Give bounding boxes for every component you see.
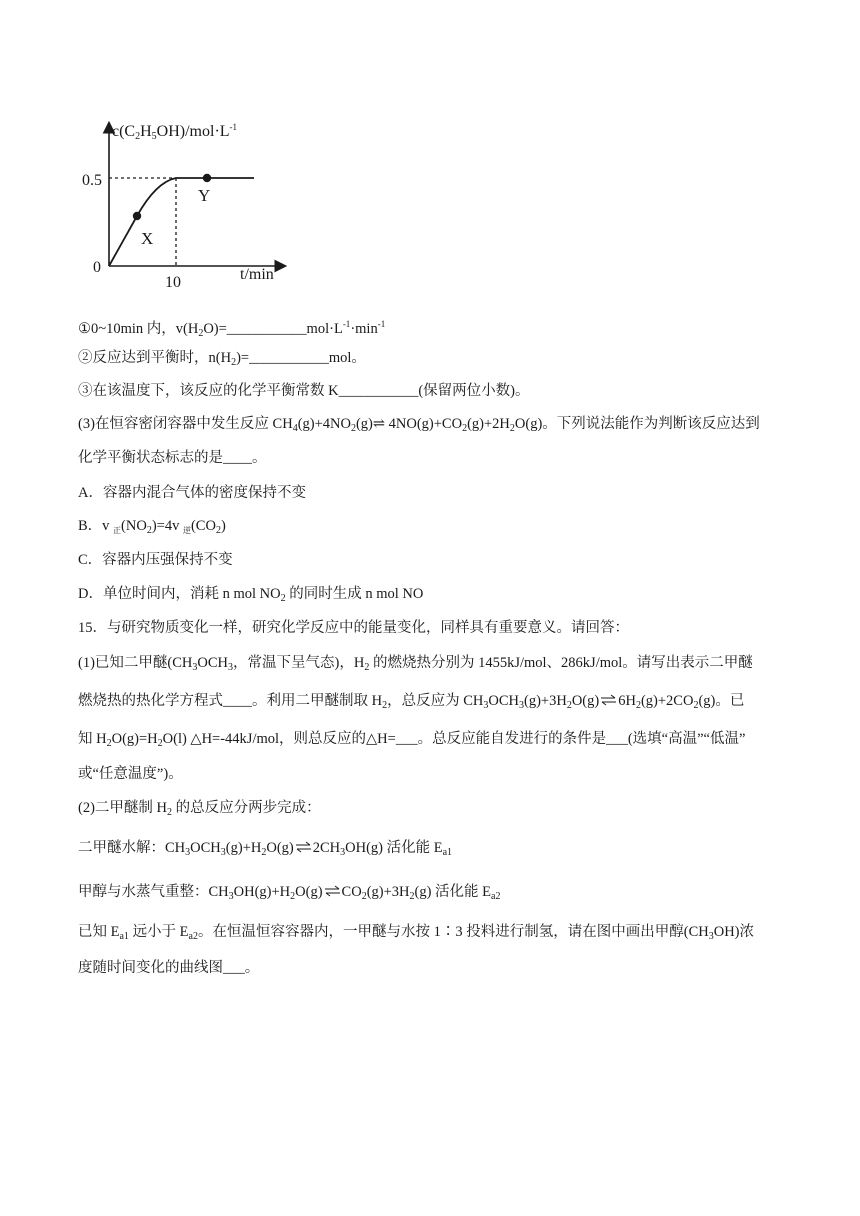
option-c: C．容器内压强保持不变 xyxy=(78,552,233,568)
point-y-label: Y xyxy=(198,186,211,205)
q3-equilibrium-constant-line: ③在该温度下，该反应的化学平衡常数 K___________(保留两位小数)。 xyxy=(78,383,530,399)
y-tick-05: 0.5 xyxy=(82,172,102,189)
data-curve xyxy=(109,178,254,266)
part3-reaction-line: (3)在恒容密闭容器中发生反应 $CH_4(g)+4NO_2(g)\rightleftharpoons$ $4NO(g)+CO_2(g)+2H_2O(g)$。下列说法能作为判断该反应达到 xyxy=(78,416,760,434)
x-axis-label: t/min xyxy=(240,266,274,283)
q15-part1-line3: 知 $H_2O(g)=H_2O(l)$ △H=-44kJ/mol，则总反应的△H=___。总反应能自发进行的条件是___(选填“高温”“低温” xyxy=(78,731,746,749)
concentration-time-graph xyxy=(78,112,308,302)
q15-part1-line2: 燃烧热的热化学方程式____。利用二甲醚制取 $H_2$，总反应为 $CH_3OCH_3(g)+3H_2O(g)$ $6H_2(g)+2CO_2(g)$。已 xyxy=(78,693,745,711)
q2-moles-line: ②反应达到平衡时，$n(H_2)=\_\_\_\_\_\_\_\_\_\_\_mol$。 xyxy=(78,350,366,368)
equilibrium-arrow-icon xyxy=(295,841,312,853)
option-b: B．v $_正(NO_2)=4v$ $_逆(CO_2)$ xyxy=(78,518,226,536)
point-y-dot xyxy=(203,174,211,182)
q15-part1-line1: (1)已知二甲醚($CH_3OCH_3$，常温下呈气态)，$H_2$ 的燃烧热分别为 1455kJ/mol、286kJ/mol。请写出表示二甲醚 xyxy=(78,655,753,673)
x-tick-10: 10 xyxy=(165,274,181,291)
q15-part2-question-line1: 已知 $E_{a1}$ 远小于 $E_{a2}$。在恒温恒容容器内，一甲醚与水按 1∶3 投料进行制氢，请在图中画出甲醇$(CH_3OH)$浓 xyxy=(78,924,754,942)
equilibrium-arrow-icon xyxy=(600,694,617,706)
q15-intro: 15．与研究物质变化一样，研究化学反应中的能量变化，同样具有重要意义。请回答： xyxy=(78,620,629,636)
step2-reforming: 甲醇与水蒸气重整：$CH_3OH(g)+H_2O(g)$ $CO_2(g)+3H_2(g)$ 活化能 $E_{a2}$ xyxy=(78,884,501,902)
equilibrium-arrow-icon xyxy=(324,885,341,897)
point-x-dot xyxy=(133,212,141,220)
option-a: A．容器内混合气体的密度保持不变 xyxy=(78,485,306,501)
y-tick-0: 0 xyxy=(93,259,101,276)
q1-rate-line: ①0~10min 内，$v(H_2O)=\_\_\_\_\_\_\_\_\_\_\_mol\cdot L^{-1}\cdot\min^{-1}$ xyxy=(78,319,386,339)
point-x-label: X xyxy=(141,229,154,248)
q15-part2-question-line2: 度随时间变化的曲线图___。 xyxy=(78,960,260,976)
option-d: D．单位时间内，消耗 n mol $NO_2$ 的同时生成 n mol NO xyxy=(78,586,424,604)
q15-part2-intro: (2)二甲醚制 $H_2$ 的总反应分两步完成： xyxy=(78,800,321,818)
q15-part1-line4: 或“任意温度”)。 xyxy=(78,766,183,782)
step1-hydrolysis: 二甲醚水解：$CH_3OCH_3(g)+H_2O(g)$ $2CH_3OH(g)$ 活化能 $E_{a1}$ xyxy=(78,840,453,858)
y-axis-label: $c(C_2H_5OH)/mol\cdot L^{-1}$ xyxy=(112,122,238,142)
part3-question-line: 化学平衡状态标志的是____。 xyxy=(78,450,267,466)
